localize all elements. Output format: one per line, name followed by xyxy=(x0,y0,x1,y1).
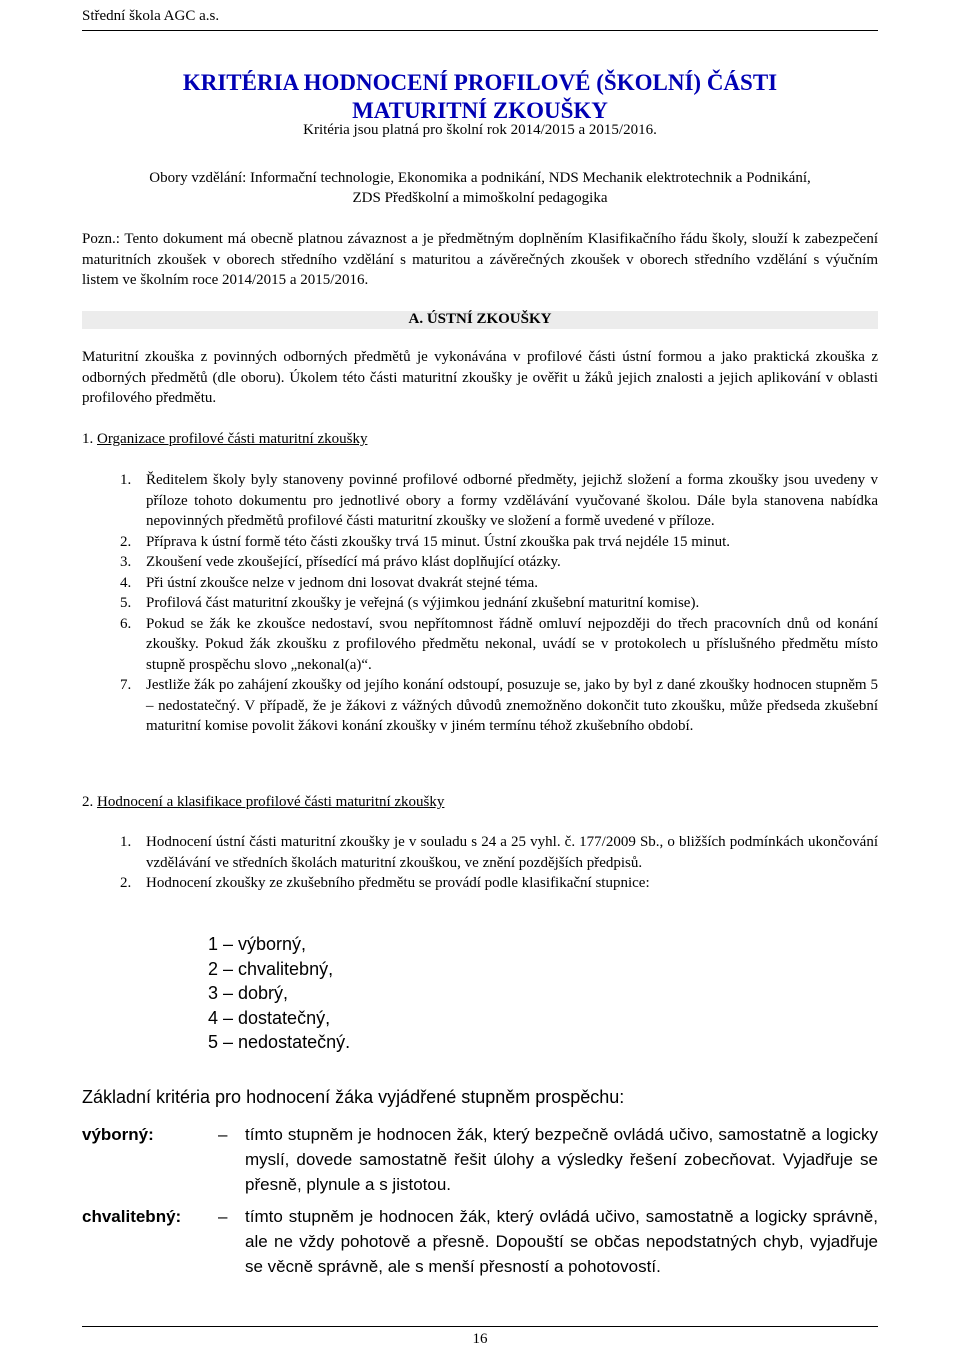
list-item xyxy=(82,832,878,873)
grade-scale xyxy=(208,932,350,1055)
grade-item: 1 – výborný, xyxy=(208,934,307,954)
item-text: Ředitelem školy byly stanoveny povinné profilové odborné předměty, jejichž složení a forma zkoušky jsou uvedeny v příloze tohoto dokumentu pro jednotlivé obory a formy vzdělávání vyučované školou. Dále byla stanovena nabídka nepovinných předmětů profilové části maturitní zkoušky ve složení a formě uvedené v příloze. xyxy=(146,472,878,529)
basic-criteria-heading: Základní kritéria pro hodnocení žáka vyjádřené stupněm prospěchu: xyxy=(82,1087,625,1107)
section-a-title: A. ÚSTNÍ ZKOUŠKY xyxy=(408,311,552,327)
page-number: 16 xyxy=(472,1331,488,1347)
section-1-title: Organizace profilové části maturitní zkoušky xyxy=(97,431,368,447)
list-item xyxy=(82,552,878,573)
grade-item: 5 – nedostatečný. xyxy=(208,1032,351,1052)
section-a-intro: Maturitní zkouška z povinných odborných předmětů je vykonávána v profilové části ústní formou a jako praktická zkouška z odborných předmětů (dle oboru). Úkolem této části maturitní zkoušky je ověřit u žáků jejich znalosti a jejich aplikování v oblasti profilového předmětu. xyxy=(82,349,878,406)
document-title-line-2: MATURITNÍ ZKOUŠKY xyxy=(352,98,608,123)
item-number: 6. xyxy=(120,615,132,632)
section-2-title: Hodnocení a klasifikace profilové části maturitní zkoušky xyxy=(97,794,445,810)
list-item xyxy=(82,470,878,532)
item-number: 4. xyxy=(120,574,132,591)
item-number: 2. xyxy=(120,875,132,891)
school-name: Střední škola AGC a.s. xyxy=(82,8,220,24)
item-text: Profilová část maturitní zkoušky je veřejná (s výjimkou jednání zkušební maturitní komise). xyxy=(146,595,700,611)
criterion-term-excellent: výborný: xyxy=(82,1125,154,1144)
section-2-number: 2. xyxy=(82,794,94,810)
item-text: Hodnocení ústní části maturitní zkoušky je v souladu s 24 a 25 vyhl. č. 177/2009 Sb., o bližších podmínkách ukončování vzdělávání ve středních školách maturitní zkouškou, ve znění pozdějších předpisů. xyxy=(146,834,878,871)
document-title-line-1: KRITÉRIA HODNOCENÍ PROFILOVÉ (ŠKOLNÍ) ČÁSTI xyxy=(182,70,778,95)
grade-item: 4 – dostatečný, xyxy=(208,1007,331,1028)
item-number: 3. xyxy=(120,554,132,570)
list-item xyxy=(82,873,878,894)
section-1-number: 1. xyxy=(82,431,94,447)
page-footer xyxy=(82,1326,878,1355)
item-text: Zkoušení vede zkoušející, přísedící má právo klást doplňující otázky. xyxy=(146,554,561,570)
list-item xyxy=(82,532,878,553)
section-1-heading xyxy=(82,429,367,449)
item-number: 7. xyxy=(120,677,132,693)
criterion-dash: – xyxy=(218,1207,228,1226)
grade-item: 2 – chvalitebný, xyxy=(208,958,334,979)
criterion-text-very-good: tímto stupněm je hodnocen žák, který ovládá učivo, samostatně a logicky správně, ale ne vždy pohotově a přesně. Dopouští se občas nepodstatných chyb, vyjadřuje se věcně správně, ale s menší přesností a pohotovostí. xyxy=(245,1207,878,1276)
validity-note: Kritéria jsou platná pro školní rok 2014/2015 a 2015/2016. xyxy=(303,122,657,138)
note-paragraph: Pozn.: Tento dokument má obecně platnou závaznost a je předmětným doplněním Klasifikačního řádu školy, slouží k zabezpečení maturitních zkoušek v oborech středního vzdělání s maturitou a závěrečných zkoušek v oborech středního vzdělání s výučním listem ve školním roce 2014/2015 a 2015/2016. xyxy=(82,231,878,288)
item-number: 2. xyxy=(120,533,132,550)
fields-line-2: ZDS Předškolní a mimoškolní pedagogika xyxy=(352,190,608,206)
page-header xyxy=(82,6,878,31)
item-number: 1. xyxy=(120,834,132,850)
criterion-term-very-good: chvalitebný: xyxy=(82,1207,182,1226)
list-item xyxy=(82,675,878,737)
fields-line-1: Obory vzdělání: Informační technologie, Ekonomika a podnikání, NDS Mechanik elektrotechnik a Podnikání, xyxy=(149,170,811,186)
list-item xyxy=(82,573,878,594)
item-text: Hodnocení zkoušky ze zkušebního předmětu se provádí podle klasifikační stupnice: xyxy=(146,875,650,891)
grade-item: 3 – dobrý, xyxy=(208,983,289,1003)
section-2-heading xyxy=(82,792,444,812)
item-text: Pokud se žák ke zkoušce nedostaví, svou nepřítomnost řádně omluví nejpozději do třech pracovních dnů od konání zkoušky. Pokud žák zkoušku z profilového předmětu nekonal, uvádí se v protokolech u příslušného předmětu místo stupně prospěchu slovo „nekonal(a)“. xyxy=(146,615,878,673)
section-1-list xyxy=(82,470,878,737)
item-text: Jestliže žák po zahájení zkoušky od jejího konání odstoupí, posuzuje se, jako by byl z dané zkoušky hodnocen stupněm 5 – nedostatečný. V případě, že je žákovi z vážných důvodů znemožněno dokončit tuto zkoušku, může předseda zkušební maturitní komise povolit žákovi konání zkoušky v jiném termínu téhož zkušebního období. xyxy=(146,677,878,734)
item-number: 5. xyxy=(120,595,132,611)
list-item xyxy=(82,614,878,676)
list-item xyxy=(82,593,878,614)
item-text: Při ústní zkoušce nelze v jednom dni losovat dvakrát stejné téma. xyxy=(146,574,538,591)
criterion-text-excellent: tímto stupněm je hodnocen žák, který bezpečně ovládá učivo, samostatně a logicky myslí, dovede samostatně řešit úlohy a výsledky řešení zobecňovat. Vyjadřuje se přesně, plynule a s jistotou. xyxy=(245,1125,878,1194)
section-2-list xyxy=(82,832,878,894)
item-text: Příprava k ústní formě této části zkoušky trvá 15 minut. Ústní zkouška pak trvá nejdéle 15 minut. xyxy=(146,533,731,550)
item-number: 1. xyxy=(120,472,132,488)
criterion-dash: – xyxy=(218,1125,228,1144)
